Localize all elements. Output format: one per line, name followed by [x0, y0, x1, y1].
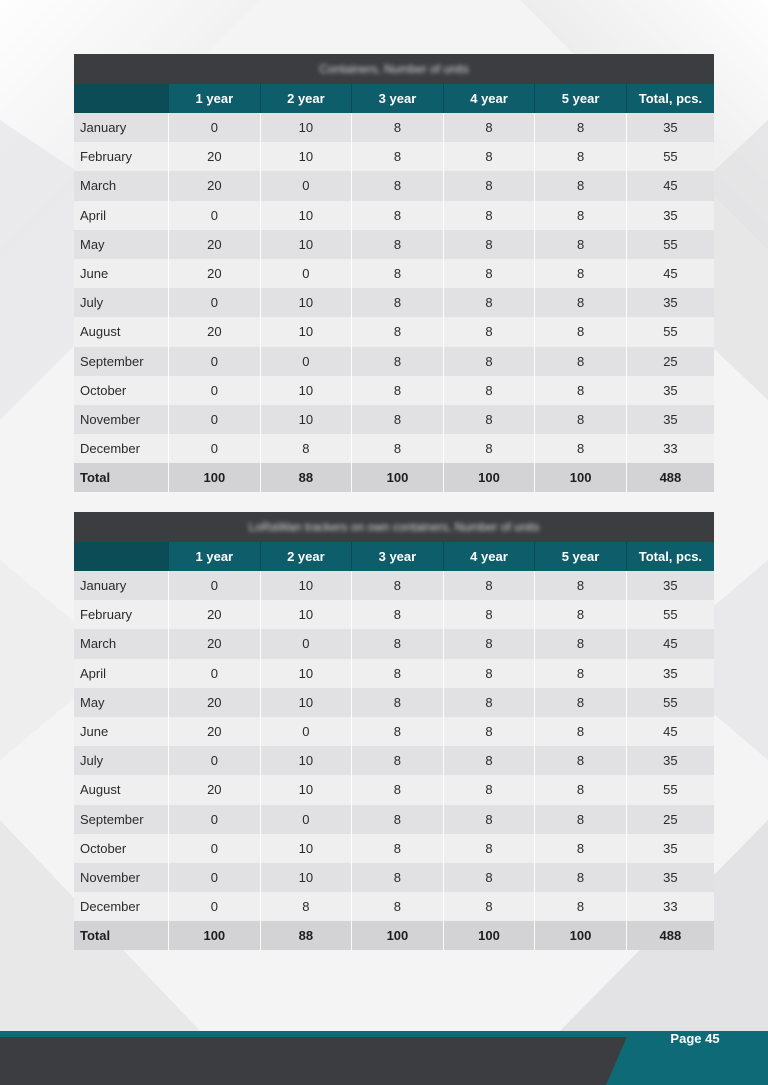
- total-cell: 55: [626, 600, 714, 629]
- value-cell: 8: [534, 863, 626, 892]
- value-cell: 8: [443, 717, 535, 746]
- value-cell: 8: [351, 717, 443, 746]
- value-cell: 0: [168, 746, 260, 775]
- value-cell: 8: [351, 171, 443, 200]
- value-cell: 8: [534, 775, 626, 804]
- table-row: [74, 571, 714, 600]
- value-cell: 8: [443, 317, 535, 346]
- table-row: [74, 863, 714, 892]
- value-cell: 88: [260, 463, 352, 492]
- value-cell: 8: [443, 805, 535, 834]
- value-cell: 8: [443, 571, 535, 600]
- month-cell: May: [74, 230, 168, 259]
- table-row: [74, 288, 714, 317]
- value-cell: 10: [260, 863, 352, 892]
- column-header: 2 year: [260, 542, 352, 571]
- column-header-empty: [74, 542, 168, 571]
- month-cell: December: [74, 892, 168, 921]
- table-title-bar: [74, 512, 714, 542]
- value-cell: 100: [168, 463, 260, 492]
- table-row: [74, 629, 714, 658]
- value-cell: 8: [351, 230, 443, 259]
- value-cell: 8: [534, 892, 626, 921]
- column-header: Total, pcs.: [626, 84, 714, 113]
- total-label-cell: Total: [74, 463, 168, 492]
- value-cell: 8: [534, 600, 626, 629]
- value-cell: 8: [351, 201, 443, 230]
- value-cell: 8: [534, 571, 626, 600]
- value-cell: 0: [168, 288, 260, 317]
- total-cell: 55: [626, 142, 714, 171]
- table-total-row: [74, 921, 714, 950]
- total-label-cell: Total: [74, 921, 168, 950]
- month-cell: October: [74, 376, 168, 405]
- table-row: [74, 834, 714, 863]
- value-cell: 0: [168, 405, 260, 434]
- table-total-row: [74, 463, 714, 492]
- value-cell: 10: [260, 230, 352, 259]
- total-cell: 35: [626, 288, 714, 317]
- value-cell: 20: [168, 171, 260, 200]
- value-cell: 10: [260, 113, 352, 142]
- containers-table: [74, 54, 714, 492]
- table-row: [74, 376, 714, 405]
- total-cell: 35: [626, 571, 714, 600]
- value-cell: 0: [168, 892, 260, 921]
- month-cell: January: [74, 571, 168, 600]
- value-cell: 8: [351, 288, 443, 317]
- value-cell: 10: [260, 376, 352, 405]
- total-cell: 25: [626, 805, 714, 834]
- table-row: [74, 688, 714, 717]
- value-cell: 8: [351, 834, 443, 863]
- month-cell: January: [74, 113, 168, 142]
- total-cell: 33: [626, 892, 714, 921]
- total-cell: 55: [626, 317, 714, 346]
- table-row: [74, 659, 714, 688]
- column-header: 3 year: [351, 542, 443, 571]
- table-row: [74, 201, 714, 230]
- data-table: [74, 512, 714, 950]
- value-cell: 100: [351, 463, 443, 492]
- table-row: [74, 171, 714, 200]
- value-cell: 20: [168, 688, 260, 717]
- value-cell: 8: [534, 434, 626, 463]
- value-cell: 8: [443, 688, 535, 717]
- value-cell: 100: [534, 463, 626, 492]
- value-cell: 8: [534, 142, 626, 171]
- value-cell: 10: [260, 688, 352, 717]
- value-cell: 8: [534, 347, 626, 376]
- value-cell: 8: [351, 746, 443, 775]
- value-cell: 8: [443, 775, 535, 804]
- value-cell: 8: [534, 376, 626, 405]
- table-row: [74, 746, 714, 775]
- value-cell: 8: [534, 230, 626, 259]
- total-cell: 35: [626, 405, 714, 434]
- total-cell: 35: [626, 659, 714, 688]
- value-cell: 8: [534, 717, 626, 746]
- table-row: [74, 259, 714, 288]
- value-cell: 8: [351, 892, 443, 921]
- column-header: 2 year: [260, 84, 352, 113]
- total-cell: 35: [626, 376, 714, 405]
- value-cell: 8: [351, 629, 443, 658]
- value-cell: 20: [168, 717, 260, 746]
- value-cell: 8: [443, 288, 535, 317]
- data-table: [74, 54, 714, 492]
- column-header: 4 year: [443, 84, 535, 113]
- value-cell: 10: [260, 600, 352, 629]
- month-cell: November: [74, 863, 168, 892]
- value-cell: 10: [260, 142, 352, 171]
- month-cell: May: [74, 688, 168, 717]
- value-cell: 8: [443, 201, 535, 230]
- table-row: [74, 775, 714, 804]
- value-cell: 8: [351, 600, 443, 629]
- value-cell: 0: [260, 717, 352, 746]
- value-cell: 8: [534, 834, 626, 863]
- value-cell: 8: [351, 317, 443, 346]
- column-header: 1 year: [168, 542, 260, 571]
- table-title-bar: [74, 54, 714, 84]
- value-cell: 8: [443, 171, 535, 200]
- value-cell: 8: [443, 834, 535, 863]
- total-cell: 45: [626, 629, 714, 658]
- column-header: 5 year: [534, 542, 626, 571]
- column-header: 4 year: [443, 542, 535, 571]
- month-cell: July: [74, 746, 168, 775]
- value-cell: 8: [351, 688, 443, 717]
- value-cell: 8: [443, 434, 535, 463]
- total-cell: 35: [626, 746, 714, 775]
- value-cell: 20: [168, 317, 260, 346]
- value-cell: 8: [351, 571, 443, 600]
- trackers-table: [74, 512, 714, 950]
- column-header-empty: [74, 84, 168, 113]
- value-cell: 8: [351, 376, 443, 405]
- value-cell: 20: [168, 775, 260, 804]
- value-cell: 8: [534, 171, 626, 200]
- table-row: [74, 434, 714, 463]
- month-cell: April: [74, 659, 168, 688]
- value-cell: 8: [534, 688, 626, 717]
- total-cell: 35: [626, 113, 714, 142]
- value-cell: 10: [260, 746, 352, 775]
- value-cell: 8: [534, 288, 626, 317]
- total-cell: 25: [626, 347, 714, 376]
- value-cell: 0: [168, 659, 260, 688]
- value-cell: 0: [168, 863, 260, 892]
- column-header: Total, pcs.: [626, 542, 714, 571]
- value-cell: 0: [168, 201, 260, 230]
- value-cell: 0: [168, 834, 260, 863]
- value-cell: 8: [351, 142, 443, 171]
- value-cell: 0: [168, 805, 260, 834]
- total-cell: 35: [626, 834, 714, 863]
- month-cell: August: [74, 317, 168, 346]
- column-header: 5 year: [534, 84, 626, 113]
- month-cell: June: [74, 259, 168, 288]
- value-cell: 8: [351, 405, 443, 434]
- value-cell: 8: [443, 259, 535, 288]
- value-cell: 10: [260, 834, 352, 863]
- value-cell: 0: [260, 347, 352, 376]
- value-cell: 0: [260, 259, 352, 288]
- value-cell: 8: [443, 376, 535, 405]
- table-row: [74, 142, 714, 171]
- value-cell: 0: [168, 571, 260, 600]
- value-cell: 8: [534, 805, 626, 834]
- value-cell: 8: [351, 113, 443, 142]
- month-cell: March: [74, 629, 168, 658]
- column-header: 1 year: [168, 84, 260, 113]
- total-cell: 35: [626, 863, 714, 892]
- value-cell: 10: [260, 571, 352, 600]
- value-cell: 8: [351, 659, 443, 688]
- value-cell: 20: [168, 600, 260, 629]
- total-cell: 45: [626, 259, 714, 288]
- month-cell: February: [74, 142, 168, 171]
- month-cell: July: [74, 288, 168, 317]
- value-cell: 8: [351, 775, 443, 804]
- table-title: Containers, Number of units: [319, 62, 469, 76]
- total-cell: 55: [626, 688, 714, 717]
- value-cell: 20: [168, 230, 260, 259]
- month-cell: June: [74, 717, 168, 746]
- value-cell: 100: [351, 921, 443, 950]
- value-cell: 20: [168, 259, 260, 288]
- value-cell: 100: [443, 463, 535, 492]
- table-row: [74, 405, 714, 434]
- month-cell: April: [74, 201, 168, 230]
- value-cell: 8: [351, 863, 443, 892]
- value-cell: 8: [443, 113, 535, 142]
- total-cell: 488: [626, 463, 714, 492]
- value-cell: 8: [443, 746, 535, 775]
- total-cell: 35: [626, 201, 714, 230]
- value-cell: 0: [168, 376, 260, 405]
- month-cell: February: [74, 600, 168, 629]
- value-cell: 8: [443, 405, 535, 434]
- value-cell: 8: [443, 892, 535, 921]
- table-row: [74, 230, 714, 259]
- value-cell: 8: [351, 347, 443, 376]
- total-cell: 488: [626, 921, 714, 950]
- value-cell: 0: [260, 629, 352, 658]
- month-cell: August: [74, 775, 168, 804]
- month-cell: September: [74, 347, 168, 376]
- table-row: [74, 600, 714, 629]
- value-cell: 8: [534, 201, 626, 230]
- table-row: [74, 892, 714, 921]
- value-cell: 100: [443, 921, 535, 950]
- table-title: LoRaWan trackers on own containers, Number of units: [248, 520, 540, 534]
- value-cell: 20: [168, 629, 260, 658]
- month-cell: September: [74, 805, 168, 834]
- value-cell: 0: [168, 113, 260, 142]
- value-cell: 20: [168, 142, 260, 171]
- column-header: 3 year: [351, 84, 443, 113]
- total-cell: 45: [626, 717, 714, 746]
- value-cell: 8: [260, 892, 352, 921]
- value-cell: 10: [260, 317, 352, 346]
- value-cell: 8: [534, 405, 626, 434]
- value-cell: 8: [534, 113, 626, 142]
- value-cell: 8: [351, 259, 443, 288]
- table-row: [74, 113, 714, 142]
- value-cell: 10: [260, 405, 352, 434]
- value-cell: 88: [260, 921, 352, 950]
- value-cell: 8: [443, 347, 535, 376]
- value-cell: 8: [443, 629, 535, 658]
- value-cell: 8: [443, 659, 535, 688]
- table-row: [74, 805, 714, 834]
- total-cell: 55: [626, 775, 714, 804]
- value-cell: 8: [351, 805, 443, 834]
- table-row: [74, 347, 714, 376]
- month-cell: March: [74, 171, 168, 200]
- value-cell: 10: [260, 288, 352, 317]
- table-row: [74, 317, 714, 346]
- value-cell: 100: [168, 921, 260, 950]
- value-cell: 8: [534, 259, 626, 288]
- page-number: Page 45: [670, 1031, 720, 1046]
- month-cell: November: [74, 405, 168, 434]
- value-cell: 8: [443, 600, 535, 629]
- total-cell: 45: [626, 171, 714, 200]
- value-cell: 0: [260, 805, 352, 834]
- value-cell: 8: [443, 142, 535, 171]
- value-cell: 100: [534, 921, 626, 950]
- value-cell: 8: [534, 629, 626, 658]
- value-cell: 0: [260, 171, 352, 200]
- value-cell: 10: [260, 775, 352, 804]
- value-cell: 8: [534, 746, 626, 775]
- table-row: [74, 717, 714, 746]
- value-cell: 8: [534, 317, 626, 346]
- month-cell: December: [74, 434, 168, 463]
- total-cell: 55: [626, 230, 714, 259]
- value-cell: 10: [260, 659, 352, 688]
- value-cell: 8: [443, 230, 535, 259]
- value-cell: 8: [534, 659, 626, 688]
- value-cell: 0: [168, 347, 260, 376]
- value-cell: 8: [260, 434, 352, 463]
- value-cell: 8: [351, 434, 443, 463]
- value-cell: 0: [168, 434, 260, 463]
- total-cell: 33: [626, 434, 714, 463]
- value-cell: 8: [443, 863, 535, 892]
- value-cell: 10: [260, 201, 352, 230]
- month-cell: October: [74, 834, 168, 863]
